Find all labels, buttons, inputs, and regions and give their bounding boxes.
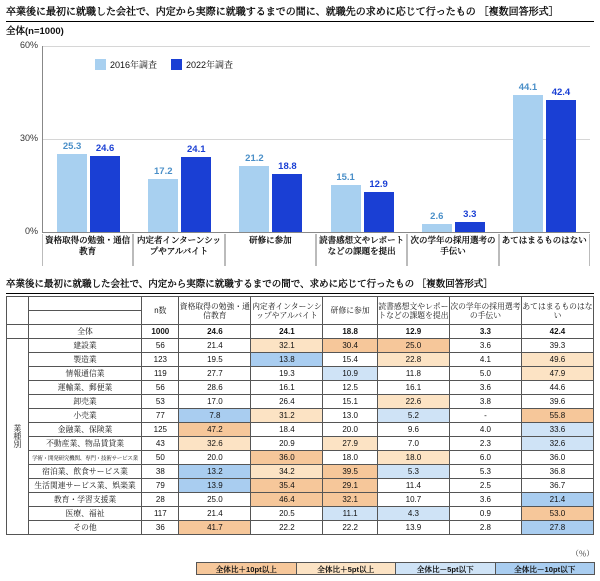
- cell-value: 31.2: [251, 409, 323, 423]
- y-tick-30: 30%: [19, 133, 38, 143]
- cell-value: 13.9: [179, 479, 251, 493]
- cell-value: 39.5: [323, 465, 378, 479]
- legend-dn5: 全体比－5pt以下: [395, 562, 496, 575]
- plot-area: [42, 46, 590, 233]
- cell-value: 47.9: [521, 367, 593, 381]
- y-tick-60: 60%: [19, 40, 38, 50]
- cell-value: 4.1: [449, 353, 521, 367]
- cell-value: 22.2: [251, 521, 323, 535]
- row-n: 38: [142, 465, 179, 479]
- cell-value: 5.2: [377, 409, 449, 423]
- table-row: [7, 339, 594, 353]
- cell-value: 35.4: [251, 479, 323, 493]
- row-label: 教育・学習支援業: [28, 493, 141, 507]
- cell-value: 20.0: [179, 451, 251, 465]
- cell-value: 36.8: [521, 465, 593, 479]
- row-label: 卸売業: [28, 395, 141, 409]
- bar-2016-1: [148, 166, 178, 232]
- cell-value: 19.3: [251, 367, 323, 381]
- table-row: [7, 479, 594, 493]
- bar-2016-2: [239, 153, 269, 232]
- cell-value: 25.0: [377, 339, 449, 353]
- cell-value: 11.1: [323, 507, 378, 521]
- table-row: [7, 507, 594, 521]
- header-corner: [7, 297, 29, 325]
- row-n: 117: [142, 507, 179, 521]
- row-n: 50: [142, 451, 179, 465]
- cell-value: 39.6: [521, 395, 593, 409]
- bar-value-2022-5: 42.4: [551, 87, 571, 98]
- bar-value-2016-4: 2.6: [430, 211, 444, 222]
- row-label: 小売業: [28, 409, 141, 423]
- cell-value: 19.5: [179, 353, 251, 367]
- bar-2016-3: [331, 172, 361, 232]
- bar-2022-3: [364, 179, 394, 232]
- cell-value: 42.4: [521, 325, 593, 339]
- table-title: 卒業後に最初に就職した会社で、内定から実際に就職するまでの間で、求めに応じて行ったもの ［複数回答形式］: [6, 278, 594, 294]
- header-col-2: 内定者インターンシップやアルバイト: [251, 297, 323, 325]
- cell-value: 46.4: [251, 493, 323, 507]
- legend-dn10: 全体比－10pt以下: [495, 562, 596, 575]
- cell-value: 6.0: [449, 451, 521, 465]
- header-col-5: 次の学年の採用選考の手伝い: [449, 297, 521, 325]
- cell-value: 3.6: [449, 493, 521, 507]
- row-label: 不動産業、物品賃貸業: [28, 437, 141, 451]
- bar-value-2022-2: 18.8: [278, 161, 297, 172]
- chart-subtitle: 全体(n=1000): [6, 26, 64, 37]
- cell-value: 11.8: [377, 367, 449, 381]
- cell-value: 9.6: [377, 423, 449, 437]
- table-row: [7, 423, 594, 437]
- cell-value: 53.0: [521, 507, 593, 521]
- cell-value: 41.7: [179, 521, 251, 535]
- cell-value: 15.4: [323, 353, 378, 367]
- row-label: 金融業、保険業: [28, 423, 141, 437]
- x-label-5: あてはまるものはない: [499, 234, 590, 266]
- industry-table: [6, 296, 594, 535]
- table-row: [7, 353, 594, 367]
- bar-2022-1: [181, 144, 211, 232]
- row-n: 43: [142, 437, 179, 451]
- cell-value: 30.4: [323, 339, 378, 353]
- bar-group-2: [225, 46, 316, 232]
- table-row: [7, 521, 594, 535]
- cell-value: 5.3: [377, 465, 449, 479]
- cell-value: 10.7: [377, 493, 449, 507]
- row-n: 77: [142, 409, 179, 423]
- cell-value: 16.1: [251, 381, 323, 395]
- bar-groups: [43, 46, 590, 232]
- row-label: 医療、福祉: [28, 507, 141, 521]
- cell-value: 22.2: [323, 521, 378, 535]
- table-color-legend: [196, 562, 594, 575]
- cell-value: 21.4: [179, 339, 251, 353]
- chart-title: 卒業後に最初に就職した会社で、内定から実際に就職するまでの間に、就職先の求めに応じて行ったもの ［複数回答形式］: [6, 6, 594, 22]
- row-label: 情報通信業: [28, 367, 141, 381]
- cell-value: 12.9: [377, 325, 449, 339]
- row-n: 36: [142, 521, 179, 535]
- cell-value: 2.5: [449, 479, 521, 493]
- cell-value: 32.1: [323, 493, 378, 507]
- cell-value: 27.7: [179, 367, 251, 381]
- bar-group-3: [317, 46, 408, 232]
- cell-value: 36.0: [521, 451, 593, 465]
- cell-value: 2.3: [449, 437, 521, 451]
- cell-value: 44.6: [521, 381, 593, 395]
- cell-value: 24.6: [179, 325, 251, 339]
- row-category-blank: [7, 325, 29, 339]
- bar-2022-2: [272, 161, 302, 232]
- header-col-4: 読書感想文やレポートなどの課題を提出: [377, 297, 449, 325]
- table-row: [7, 493, 594, 507]
- cell-value: 10.9: [323, 367, 378, 381]
- table-row: [7, 465, 594, 479]
- legend-label-2022: 2022年調査: [186, 60, 234, 70]
- row-label: 運輸業、郵便業: [28, 381, 141, 395]
- cell-value: 13.8: [251, 353, 323, 367]
- cell-value: 21.4: [179, 507, 251, 521]
- cell-value: 5.3: [449, 465, 521, 479]
- cell-value: 0.9: [449, 507, 521, 521]
- cell-value: 13.2: [179, 465, 251, 479]
- row-n: 123: [142, 353, 179, 367]
- cell-value: 13.9: [377, 521, 449, 535]
- row-n: 79: [142, 479, 179, 493]
- bar-value-2016-5: 44.1: [518, 82, 538, 93]
- row-n: 125: [142, 423, 179, 437]
- bar-value-2022-4: 3.3: [463, 209, 477, 220]
- row-n: 1000: [142, 325, 179, 339]
- cell-value: 22.8: [377, 353, 449, 367]
- row-label: 宿泊業、飲食サービス業: [28, 465, 141, 479]
- cell-value: 15.1: [323, 395, 378, 409]
- cell-value: 18.8: [323, 325, 378, 339]
- legend-up5: 全体比＋5pt以上: [296, 562, 397, 575]
- row-n: 56: [142, 339, 179, 353]
- cell-value: 18.0: [377, 451, 449, 465]
- bar-value-2016-2: 21.2: [245, 153, 264, 164]
- cell-value: 18.4: [251, 423, 323, 437]
- bar-group-1: [134, 46, 225, 232]
- bar-chart: [6, 38, 594, 266]
- bar-2022-5: [546, 87, 576, 232]
- cell-value: 55.8: [521, 409, 593, 423]
- cell-value: 7.8: [179, 409, 251, 423]
- cell-value: 4.3: [377, 507, 449, 521]
- x-label-3: 読書感想文やレポートなどの課題を提出: [316, 234, 407, 266]
- table-unit: （％）: [571, 549, 594, 558]
- cell-value: 33.6: [521, 423, 593, 437]
- cell-value: -: [449, 409, 521, 423]
- row-label: 製造業: [28, 353, 141, 367]
- row-label: 全体: [28, 325, 141, 339]
- bar-2022-4: [455, 209, 485, 232]
- table-header-row: [7, 297, 594, 311]
- cell-value: 47.2: [179, 423, 251, 437]
- legend-label-2016: 2016年調査: [110, 60, 158, 70]
- cell-value: 20.0: [323, 423, 378, 437]
- cell-value: 17.0: [179, 395, 251, 409]
- y-tick-0: 0%: [24, 226, 38, 236]
- x-axis-labels: [42, 234, 590, 266]
- bar-value-2022-1: 24.1: [187, 144, 206, 155]
- cell-value: 16.1: [377, 381, 449, 395]
- cell-value: 39.3: [521, 339, 593, 353]
- cell-value: 34.2: [251, 465, 323, 479]
- bar-value-2016-1: 17.2: [154, 166, 173, 177]
- bar-2016-0: [57, 141, 87, 232]
- cell-value: 26.4: [251, 395, 323, 409]
- cell-value: 20.9: [251, 437, 323, 451]
- cell-value: 20.5: [251, 507, 323, 521]
- x-label-1: 内定者インターンシップやアルバイト: [133, 234, 224, 266]
- cell-value: 32.1: [251, 339, 323, 353]
- row-n: 53: [142, 395, 179, 409]
- cell-value: 25.0: [179, 493, 251, 507]
- cell-value: 32.6: [521, 437, 593, 451]
- bar-group-5: [499, 46, 590, 232]
- row-label: 学術・開発研究機関、専門・技術サービス業: [28, 451, 141, 465]
- bar-group-0: [43, 46, 134, 232]
- header-col-3: 研修に参加: [323, 297, 378, 325]
- x-label-0: 資格取得の勉強・通信教育: [42, 234, 133, 266]
- cell-value: 18.0: [323, 451, 378, 465]
- bar-2016-5: [513, 82, 543, 232]
- header-blank: [28, 297, 141, 311]
- cell-value: 4.0: [449, 423, 521, 437]
- x-label-2: 研修に参加: [225, 234, 316, 266]
- cell-value: 22.6: [377, 395, 449, 409]
- table-row: [7, 381, 594, 395]
- bar-2022-0: [90, 143, 120, 232]
- bar-value-2022-3: 12.9: [369, 179, 388, 190]
- bar-value-2016-0: 25.3: [62, 141, 82, 152]
- cell-value: 3.8: [449, 395, 521, 409]
- cell-value: 36.7: [521, 479, 593, 493]
- bar-group-4: [408, 46, 499, 232]
- cell-value: 28.6: [179, 381, 251, 395]
- cell-value: 11.4: [377, 479, 449, 493]
- row-n: 28: [142, 493, 179, 507]
- header-col-6: あてはまるものはない: [521, 297, 593, 325]
- row-label: 生活関連サービス業、娯楽業: [28, 479, 141, 493]
- table-row: [7, 367, 594, 381]
- cell-value: 2.8: [449, 521, 521, 535]
- cell-value: 29.1: [323, 479, 378, 493]
- table-row: [7, 451, 594, 465]
- row-n: 56: [142, 381, 179, 395]
- cell-value: 36.0: [251, 451, 323, 465]
- row-label: その他: [28, 521, 141, 535]
- cell-value: 5.0: [449, 367, 521, 381]
- cell-value: 32.6: [179, 437, 251, 451]
- cell-value: 3.6: [449, 381, 521, 395]
- row-category-industry: 業種別: [7, 339, 29, 535]
- cell-value: 27.8: [521, 521, 593, 535]
- table-row: [7, 325, 594, 339]
- cell-value: 3.6: [449, 339, 521, 353]
- cell-value: 13.0: [323, 409, 378, 423]
- cell-value: 12.5: [323, 381, 378, 395]
- x-label-4: 次の学年の採用選考の手伝い: [407, 234, 498, 266]
- header-n: n数: [142, 297, 179, 325]
- cell-value: 24.1: [251, 325, 323, 339]
- cell-value: 7.0: [377, 437, 449, 451]
- bar-value-2016-3: 15.1: [336, 172, 355, 183]
- table-row: [7, 437, 594, 451]
- bar-value-2022-0: 24.6: [95, 143, 115, 154]
- cell-value: 21.4: [521, 493, 593, 507]
- header-col-1: 資格取得の勉強・通信教育: [179, 297, 251, 325]
- row-n: 119: [142, 367, 179, 381]
- header-blank2: [28, 311, 141, 325]
- bar-2016-4: [422, 211, 452, 232]
- cell-value: 27.9: [323, 437, 378, 451]
- cell-value: 3.3: [449, 325, 521, 339]
- table-row: [7, 409, 594, 423]
- table-row: [7, 395, 594, 409]
- row-label: 建設業: [28, 339, 141, 353]
- legend-up10: 全体比＋10pt以上: [196, 562, 297, 575]
- cell-value: 49.6: [521, 353, 593, 367]
